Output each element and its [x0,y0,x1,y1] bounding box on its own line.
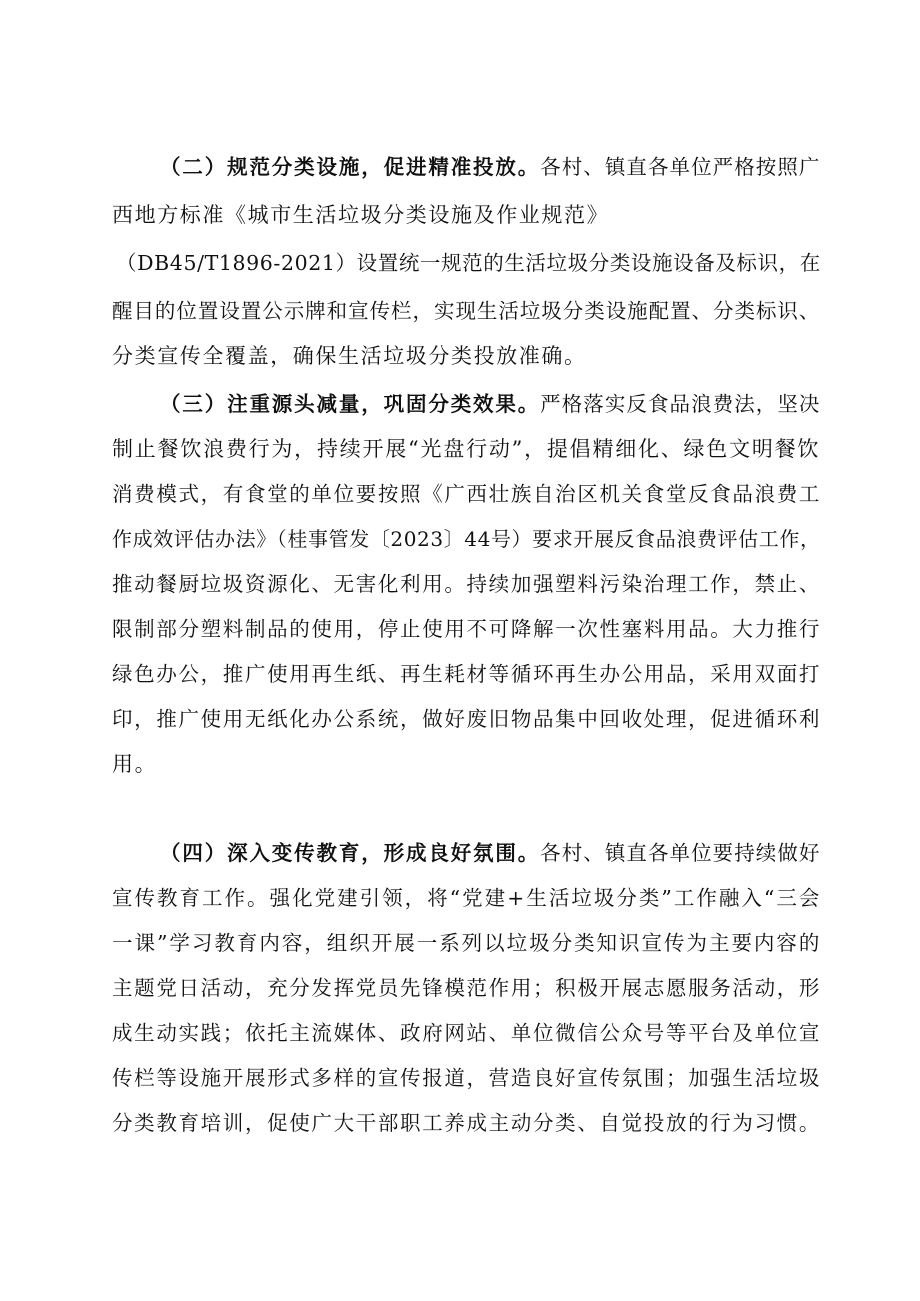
section2-line3: （DB45/T1896-2021）设置统一规范的生活垃圾分类设施设备及标识，在 [116,251,821,275]
section4-heading: （四）深入变传教育，形成良好氛围。 [160,841,541,865]
section3-line4: 作成效评估办法》（桂事管发〔2023〕44号）要求开展反食品浪费评估工作， [112,527,821,551]
section4-line2: 宣传教育工作。强化党建引领，将“党建+生活垃圾分类”工作融入“三会 [112,886,820,910]
section3-line1 [160,389,820,421]
section3-line5: 推动餐厨垃圾资源化、无害化利用。持续加强塑料污染治理工作，禁止、 [112,572,820,596]
section3-line6: 限制部分塑料制品的使用，停止使用不可降解一次性塞料用品。大力推行 [112,617,820,641]
section4-line3: 一课”学习教育内容，组织开展一系列以垃圾分类知识宣传为主要内容的 [112,931,820,955]
section2-line5: 分类宣传全覆盖，确保生活垃圾分类投放准确。 [112,344,587,368]
section3-line1-text: 严格落实反食品浪费法，坚决 [540,392,820,416]
section4-line6: 传栏等设施开展形式多样的宣传报道，营造良好宣传氛围；加强生活垃圾 [112,1066,820,1090]
section3-line3: 消费模式，有食堂的单位要按照《广西壮族自治区机关食堂反食品浪费工 [112,482,820,506]
section4-line4: 主题党日活动，充分发挥党员先锋模范作用；积极开展志愿服务活动，形 [112,976,820,1000]
section3-line8: 印，推广使用无纸化办公系统，做好废旧物品集中回收处理，促进循环利 [112,707,820,731]
section3-line9: 用。 [112,752,158,776]
section4-line5: 成生动实践；依托主流媒体、政府网站、单位微信公众号等平台及单位宣 [112,1021,820,1045]
section2-heading: （二）规范分类设施，促进精准投放。 [160,155,541,179]
section3-line2: 制止餐饮浪费行为，持续开展“光盘行动”，提倡精细化、绿色文明餐饮 [112,437,820,461]
section3-heading: （三）注重源头减量，巩固分类效果。 [160,392,541,416]
section4-line1-text: 各村、镇直各单位要持续做好 [540,841,820,865]
section2-line4: 醒目的位置设置公示牌和宣传栏，实现生活垃圾分类设施配置、分类标识、 [112,299,820,323]
section2-line1 [160,152,820,184]
section2-line2: 西地方标准《城市生活垃圾分类设施及作业规范》 [112,203,610,227]
section2-line1-text: 各村、镇直各单位严格按照广 [540,155,820,179]
section3-line7: 绿色办公，推广使用再生纸、再生耗材等循环再生办公用品，采用双面打 [112,662,820,686]
section4-line7: 分类教育培训，促使广大干部职工养成主动分类、自觉投放的行为习惯。 [112,1111,820,1135]
section4-line1 [160,838,820,870]
